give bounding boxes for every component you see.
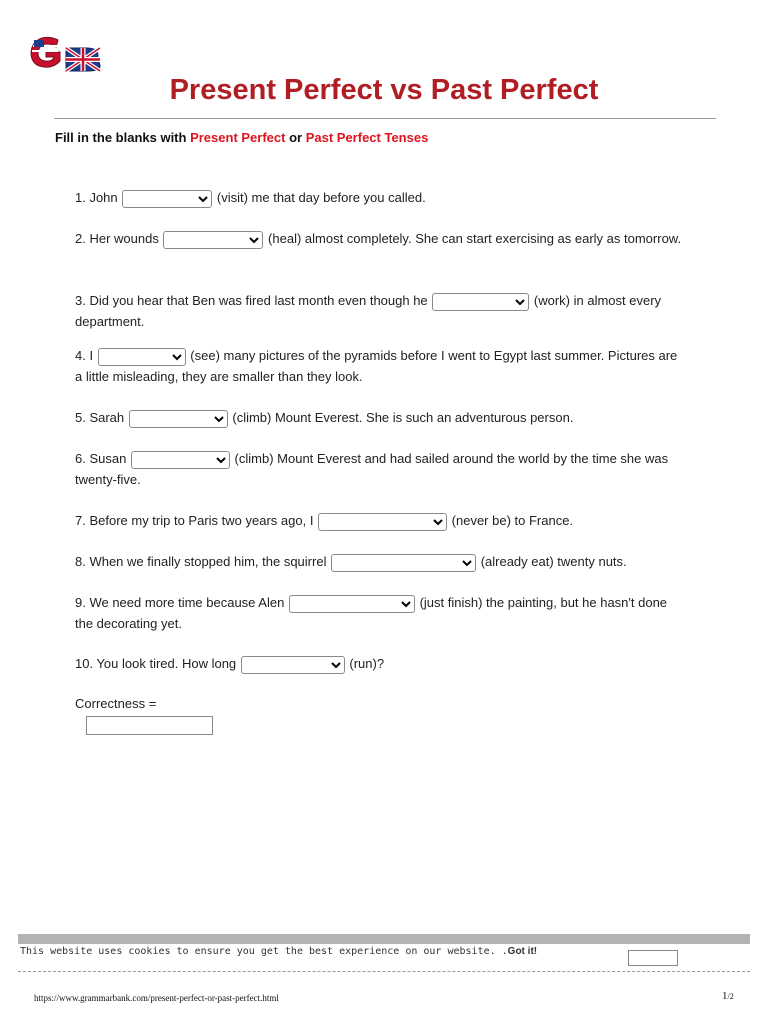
question-7-text-after: (never be) to France. bbox=[448, 513, 574, 528]
grammarbank-logo bbox=[28, 34, 104, 72]
instructions-term-past-perfect: Past Perfect Tenses bbox=[305, 130, 429, 145]
question-1 bbox=[75, 187, 687, 208]
cookie-dismiss-button[interactable] bbox=[628, 950, 678, 966]
question-8-answer-select[interactable] bbox=[331, 554, 476, 572]
page-title: Present Perfect vs Past Perfect bbox=[169, 74, 599, 106]
question-1-text-before: 1. John bbox=[75, 190, 122, 205]
cookie-banner-bar bbox=[18, 934, 750, 944]
question-6 bbox=[75, 448, 687, 490]
instructions-term-present-perfect: Present Perfect bbox=[190, 130, 286, 145]
question-4-answer-select[interactable] bbox=[98, 348, 186, 366]
cookie-got-it-link[interactable]: Got it! bbox=[507, 946, 538, 957]
question-5 bbox=[75, 407, 687, 428]
question-9-answer-select[interactable] bbox=[289, 595, 415, 613]
question-5-answer-select[interactable] bbox=[129, 410, 228, 428]
question-9 bbox=[75, 592, 687, 634]
question-2-answer-select[interactable] bbox=[163, 231, 263, 249]
question-7-text-before: 7. Before my trip to Paris two years ago, I bbox=[75, 513, 318, 528]
question-3-answer-select[interactable] bbox=[432, 293, 529, 311]
question-2 bbox=[75, 228, 687, 249]
question-4-text-after: (see) many pictures of the pyramids before I went to Egypt last summer. Pictures are a little misleading, they are smaller than they look. bbox=[75, 348, 678, 384]
question-3-text-after: (work) in almost every department. bbox=[75, 293, 662, 329]
cookie-banner bbox=[18, 944, 750, 972]
question-7 bbox=[75, 510, 687, 531]
correctness-label: Correctness = bbox=[75, 696, 157, 711]
question-6-text-after: (climb) Mount Everest and had sailed around the world by the time she was twenty-five. bbox=[75, 451, 669, 487]
question-4 bbox=[75, 345, 687, 387]
instructions-prefix: Fill in the blanks with bbox=[55, 130, 191, 145]
question-8 bbox=[75, 551, 687, 572]
question-10-text-after: (run)? bbox=[345, 656, 385, 671]
instructions-middle: or bbox=[285, 130, 306, 145]
question-10-text-before: 10. You look tired. How long bbox=[75, 656, 240, 671]
instructions bbox=[55, 130, 428, 145]
question-5-text-after: (climb) Mount Everest. She is such an adventurous person. bbox=[228, 410, 574, 425]
footer-url: https://www.grammarbank.com/present-perfect-or-past-perfect.html bbox=[34, 993, 279, 1003]
question-6-answer-select[interactable] bbox=[131, 451, 230, 469]
question-10 bbox=[75, 653, 687, 674]
question-10-answer-select[interactable] bbox=[241, 656, 345, 674]
question-9-text-after: (just finish) the painting, but he hasn't done the decorating yet. bbox=[75, 595, 668, 631]
question-3 bbox=[75, 290, 687, 332]
logo-b-uk-flag bbox=[66, 48, 100, 71]
footer-page-number bbox=[722, 990, 734, 1002]
footer-page-total: /2 bbox=[727, 992, 734, 1001]
question-2-text-before: 2. Her wounds bbox=[75, 231, 163, 246]
question-4-text-before: 4. I bbox=[75, 348, 97, 363]
question-7-answer-select[interactable] bbox=[318, 513, 447, 531]
logo-g-us-flag bbox=[31, 37, 60, 67]
title-divider bbox=[54, 118, 716, 119]
question-1-text-after: (visit) me that day before you called. bbox=[213, 190, 426, 205]
question-3-text-before: 3. Did you hear that Ben was fired last month even though he bbox=[75, 293, 432, 308]
cookie-banner-message bbox=[20, 946, 537, 957]
question-6-text-before: 6. Susan bbox=[75, 451, 130, 466]
question-5-text-before: 5. Sarah bbox=[75, 410, 128, 425]
question-9-text-before: 9. We need more time because Alen bbox=[75, 595, 288, 610]
question-8-text-after: (already eat) twenty nuts. bbox=[477, 554, 627, 569]
footer-page-current: 1 bbox=[722, 990, 728, 1002]
question-8-text-before: 8. When we finally stopped him, the squirrel bbox=[75, 554, 331, 569]
question-2-text-after: (heal) almost completely. She can start exercising as early as tomorrow. bbox=[264, 231, 682, 246]
correctness-field[interactable] bbox=[86, 716, 213, 735]
question-1-answer-select[interactable] bbox=[122, 190, 212, 208]
cookie-message-text: This website uses cookies to ensure you get the best experience on our website. . bbox=[20, 946, 508, 957]
